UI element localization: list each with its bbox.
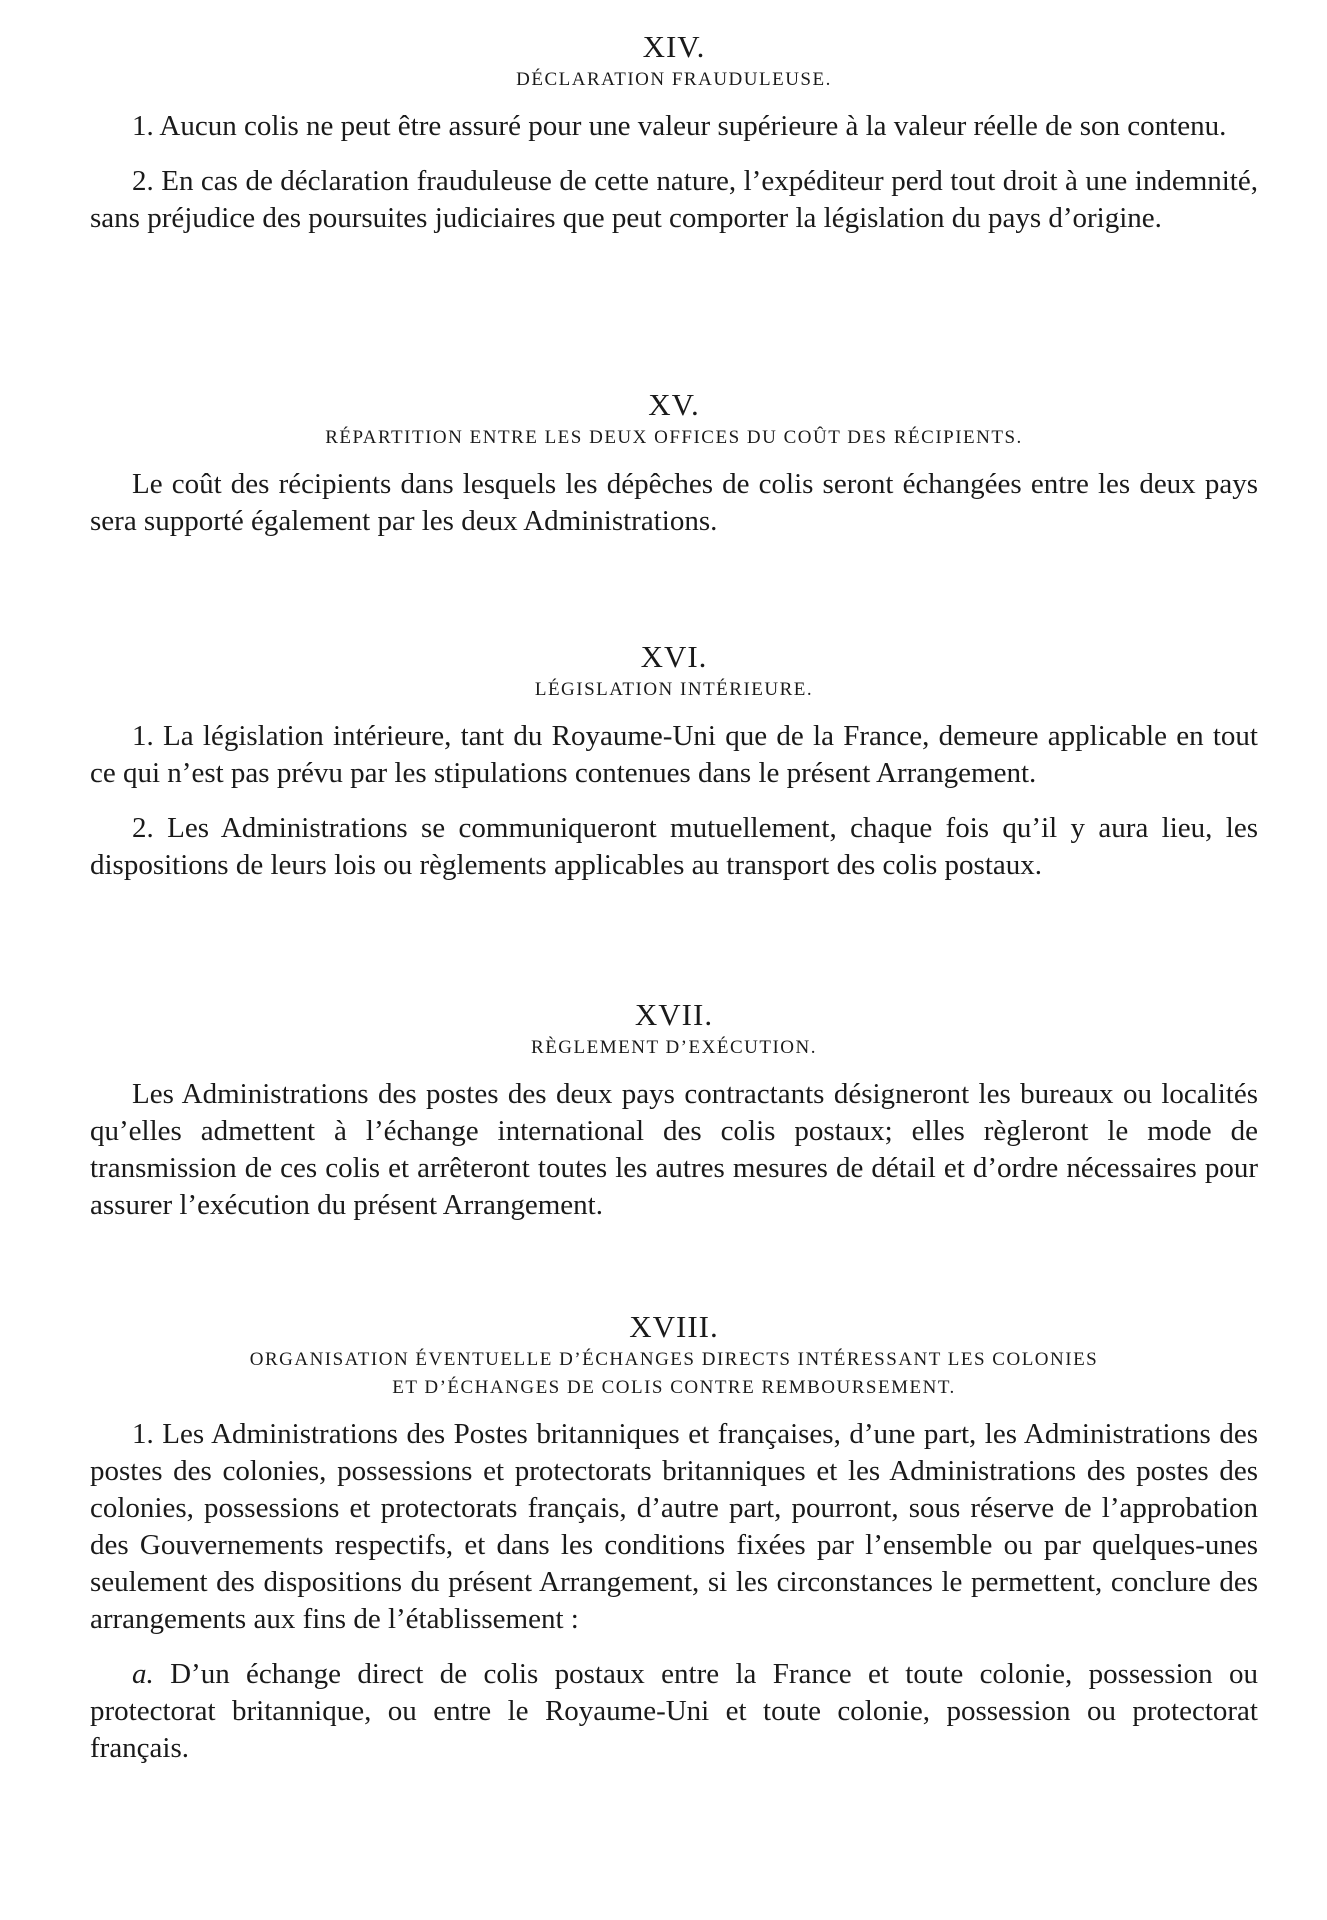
section-xvii [90,996,1258,1224]
paragraph-item-a [90,1656,1258,1767]
section-xiv [90,28,1258,237]
section-number: XVIII. [629,1309,719,1344]
section-title: RÉPARTITION ENTRE LES DEUX OFFICES DU COÛT DES RÉCIPIENTS. [325,427,1023,448]
item-text: D’un échange direct de colis postaux entre la France et toute colonie, possession ou protectorat britannique, ou entre le Royaume-Uni et toute colonie, possession ou protectorat français. [90,1658,1258,1764]
section-number: XIV. [642,29,706,64]
paragraph: 1. Les Administrations des Postes britanniques et françaises, d’une part, les Administrations des postes des colonies, possessions et protectorats britanniques et les Administrations des postes des colonies, possessions et protectorats français, d’autre part, pourront, sous réserve de l’approbation des Gouvernements respectifs, et dans les conditions fixées par l’ensemble ou par quelques-unes seulement des dispositions du présent Arrangement, si les circonstances le permettent, conclure des arrangements aux fins de l’établissement : [90,1418,1258,1635]
paragraph: 1. Aucun colis ne peut être assuré pour une valeur supérieure à la valeur réelle de son contenu. [132,110,1227,142]
section-number: XV. [648,387,700,422]
paragraph: Le coût des récipients dans lesquels les dépêches de colis seront échangées entre les deux pays sera supporté également par les deux Administrations. [90,468,1258,537]
paragraph: 2. Les Administrations se communiqueront mutuellement, chaque fois qu’il y aura lieu, les dispositions de leurs lois ou règlements applicables au transport des colis postaux. [90,812,1258,881]
section-number: XVI. [640,639,708,674]
section-number: XVII. [634,997,714,1032]
section-title-line-1: ORGANISATION ÉVENTUELLE D’ÉCHANGES DIRECTS INTÉRESSANT LES COLONIES [249,1349,1099,1370]
section-title-line-2: ET D’ÉCHANGES DE COLIS CONTRE REMBOURSEMENT. [392,1377,956,1398]
paragraph: 2. En cas de déclaration frauduleuse de cette nature, l’expéditeur perd tout droit à une indemnité, sans préjudice des poursuites judiciaires que peut comporter la législation du pays d’origine. [90,165,1258,234]
paragraph: 1. La législation intérieure, tant du Royaume-Uni que de la France, demeure applicable en tout ce qui n’est pas prévu par les stipulations contenues dans le présent Arrangement. [90,720,1258,789]
section-title: LÉGISLATION INTÉRIEURE. [534,679,814,700]
section-title: RÈGLEMENT D’EXÉCUTION. [531,1037,817,1058]
section-xv [90,386,1258,540]
section-xviii [90,1308,1258,1767]
section-title: DÉCLARATION FRAUDULEUSE. [516,69,832,90]
section-xvi [90,638,1258,884]
item-marker: a. [132,1658,154,1690]
paragraph: Les Administrations des postes des deux pays contractants désigneront les bureaux ou localités qu’elles admettent à l’échange international des colis postaux; elles règleront le mode de transmission de ces colis et arrêteront toutes les autres mesures de détail et d’ordre nécessaires pour assurer l’exécution du présent Arrangement. [90,1078,1258,1221]
